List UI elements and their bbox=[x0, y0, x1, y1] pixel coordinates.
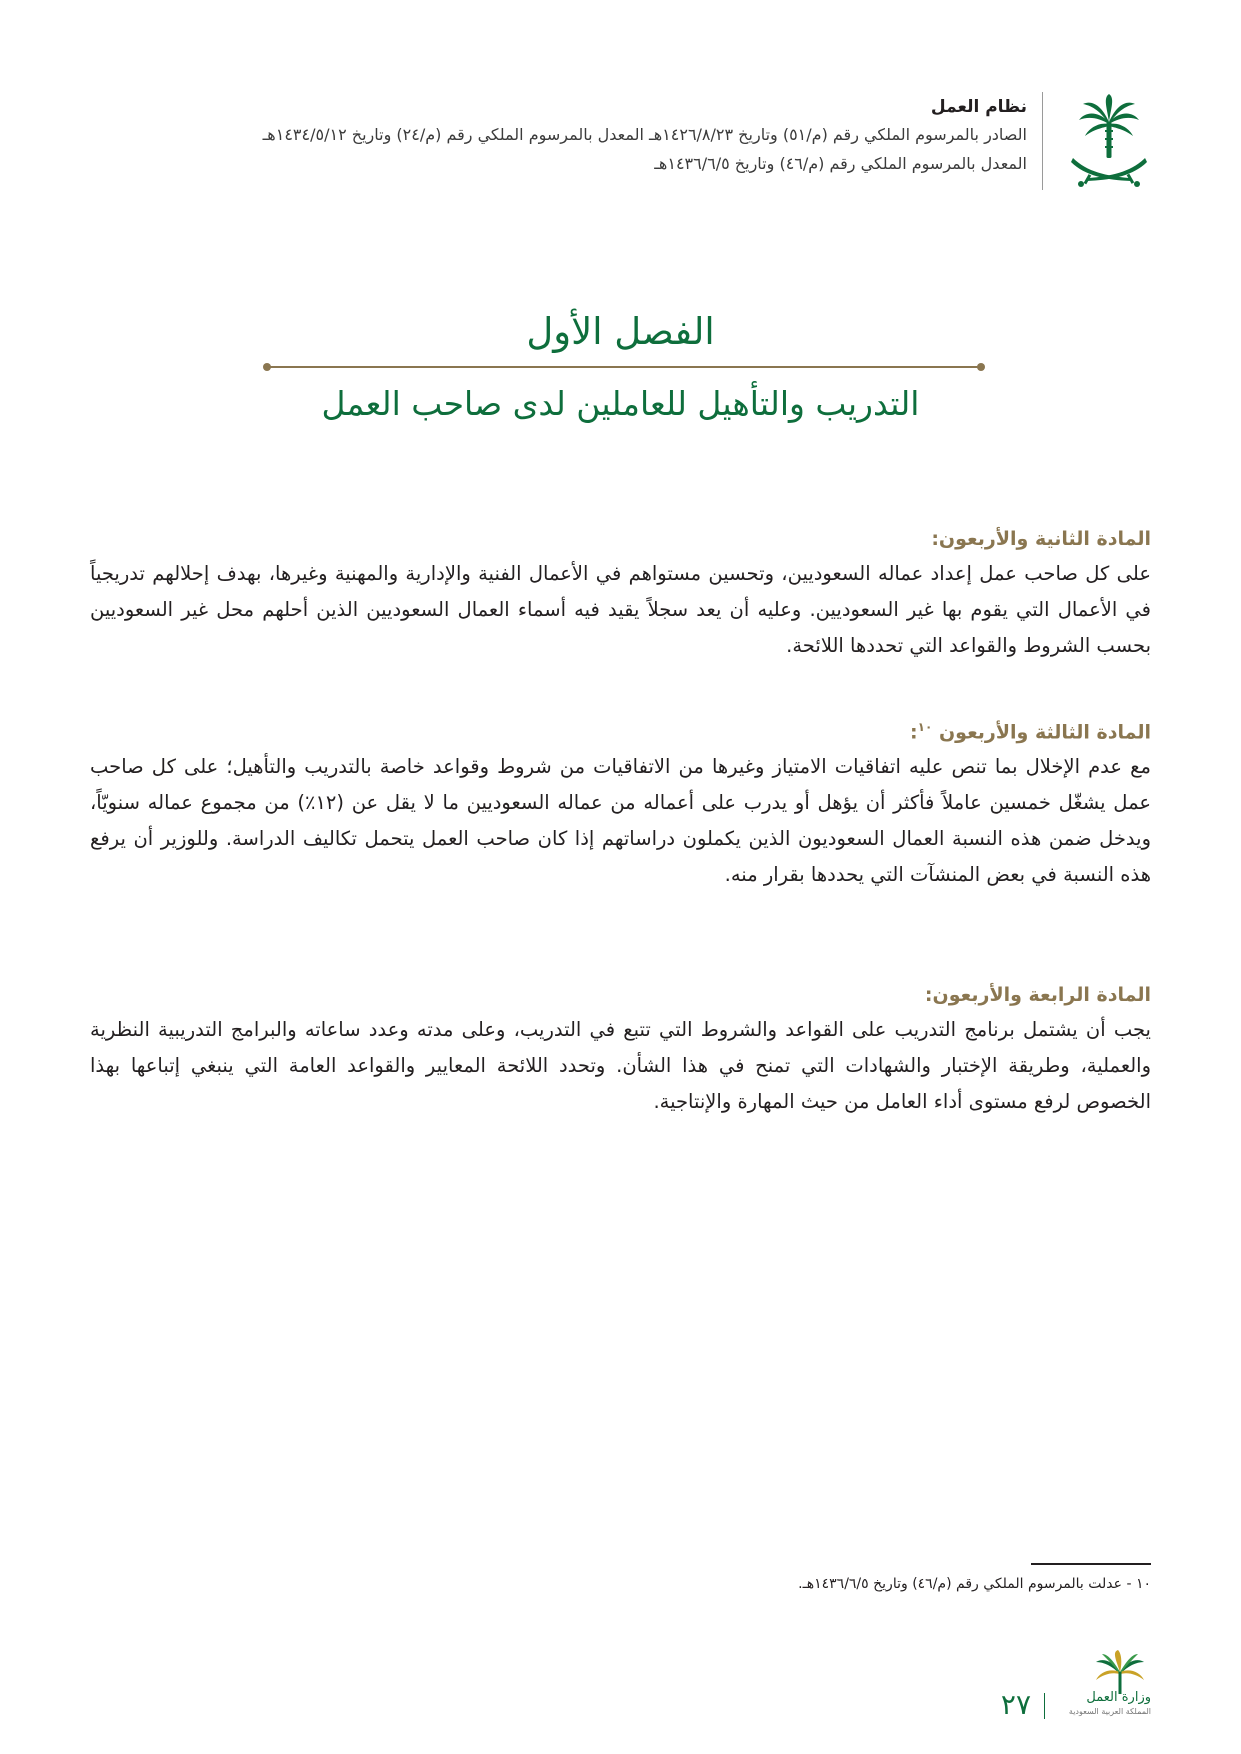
divider-dot-right bbox=[977, 363, 985, 371]
ministry-name bbox=[1069, 1690, 1151, 1718]
document-title: نظام العمل bbox=[930, 97, 1027, 117]
article-body: على كل صاحب عمل إعداد عماله السعوديين، وتحسين مستواهم في الأعمال الفنية والإدارية والمهنية وغيرها، بهدف إحلالهم تدريجياً في الأعمال التي يقوم بها غير السعوديين. وعليه أن يعد سجلاً يقيد فيه أسماء العمال السعوديين الذين أحلهم محل غير السعوديين بحسب الشروط والقواعد التي تحددها اللائحة. bbox=[90, 562, 1151, 657]
article-title: المادة الثانية والأربعون: bbox=[931, 528, 1151, 550]
chapter-subtitle: التدريب والتأهيل للعاملين لدى صاحب العمل bbox=[321, 384, 920, 423]
document-decree-line-1: الصادر بالمرسوم الملكي رقم (م/٥١) وتاريخ ١٤٢٦/٨/٢٣هـ المعدل بالمرسوم الملكي رقم (م/٢٤) وتاريخ ١٤٣٤/٥/١٢هـ bbox=[262, 125, 1027, 144]
header-block bbox=[107, 94, 1027, 178]
article-title-text: المادة الثالثة والأربعون bbox=[938, 721, 1151, 744]
document-decree-line-2: المعدل بالمرسوم الملكي رقم (م/٤٦) وتاريخ ١٤٣٦/٦/٥هـ bbox=[654, 154, 1027, 173]
ministry-country: المملكة العربية السعودية bbox=[1068, 1707, 1151, 1716]
chapter-title: الفصل الأول bbox=[526, 310, 715, 353]
footnote-divider bbox=[1031, 1563, 1151, 1565]
footnote: ١٠ - عدلت بالمرسوم الملكي رقم (م/٤٦) وتاريخ ١٤٣٦/٦/٥هـ. bbox=[798, 1576, 1151, 1592]
saudi-emblem-icon bbox=[1067, 92, 1151, 188]
article-44 bbox=[90, 978, 1151, 1120]
article-title bbox=[90, 710, 1151, 749]
footer-divider bbox=[1044, 1693, 1045, 1719]
article-title: المادة الرابعة والأربعون: bbox=[924, 984, 1151, 1006]
footnote-reference[interactable]: ١٠ bbox=[917, 720, 933, 734]
article-body: يجب أن يشتمل برنامج التدريب على القواعد والشروط التي تتبع في التدريب، وعلى مدته وعدد ساعاته والبرامج التدريبية النظرية والعملية، وطريقة الإختبار والشهادات التي تمنح في هذا الشأن. وتحدد اللائحة المعايير والقواعد العامة التي ينبغي إتباعها بهذا الخصوص لرفع مستوى أداء العامل من حيث المهارة والإنتاجية. bbox=[90, 1018, 1151, 1113]
chapter-divider bbox=[266, 366, 982, 368]
page-number: ٢٧ bbox=[1000, 1688, 1031, 1721]
divider-dot-left bbox=[263, 363, 271, 371]
article-body: مع عدم الإخلال بما تنص عليه اتفاقيات الامتياز وغيرها من الاتفاقيات من شروط وقواعد خاصة بالتدريب والتأهيل؛ على كل صاحب عمل يشغّل خمسين عاملاً فأكثر أن يؤهل أو يدرب على أعماله من عماله السعوديين ما لا يقل عن (١٢٪) من مجموع عماله سنويّاً، ويدخل ضمن هذه النسبة العمال السعوديون الذين يكملون دراساتهم إذا كان صاحب العمل يتحمل تكاليف الدراسة. وللوزير أن يرفع هذه النسبة في بعض المنشآت التي يحددها بقرار منه. bbox=[90, 755, 1151, 887]
article-title-colon: : bbox=[910, 721, 918, 744]
article-43 bbox=[90, 710, 1151, 893]
article-42 bbox=[90, 522, 1151, 664]
header-divider bbox=[1042, 92, 1043, 190]
ministry-name-arabic: وزارة العمل bbox=[1086, 1690, 1151, 1705]
